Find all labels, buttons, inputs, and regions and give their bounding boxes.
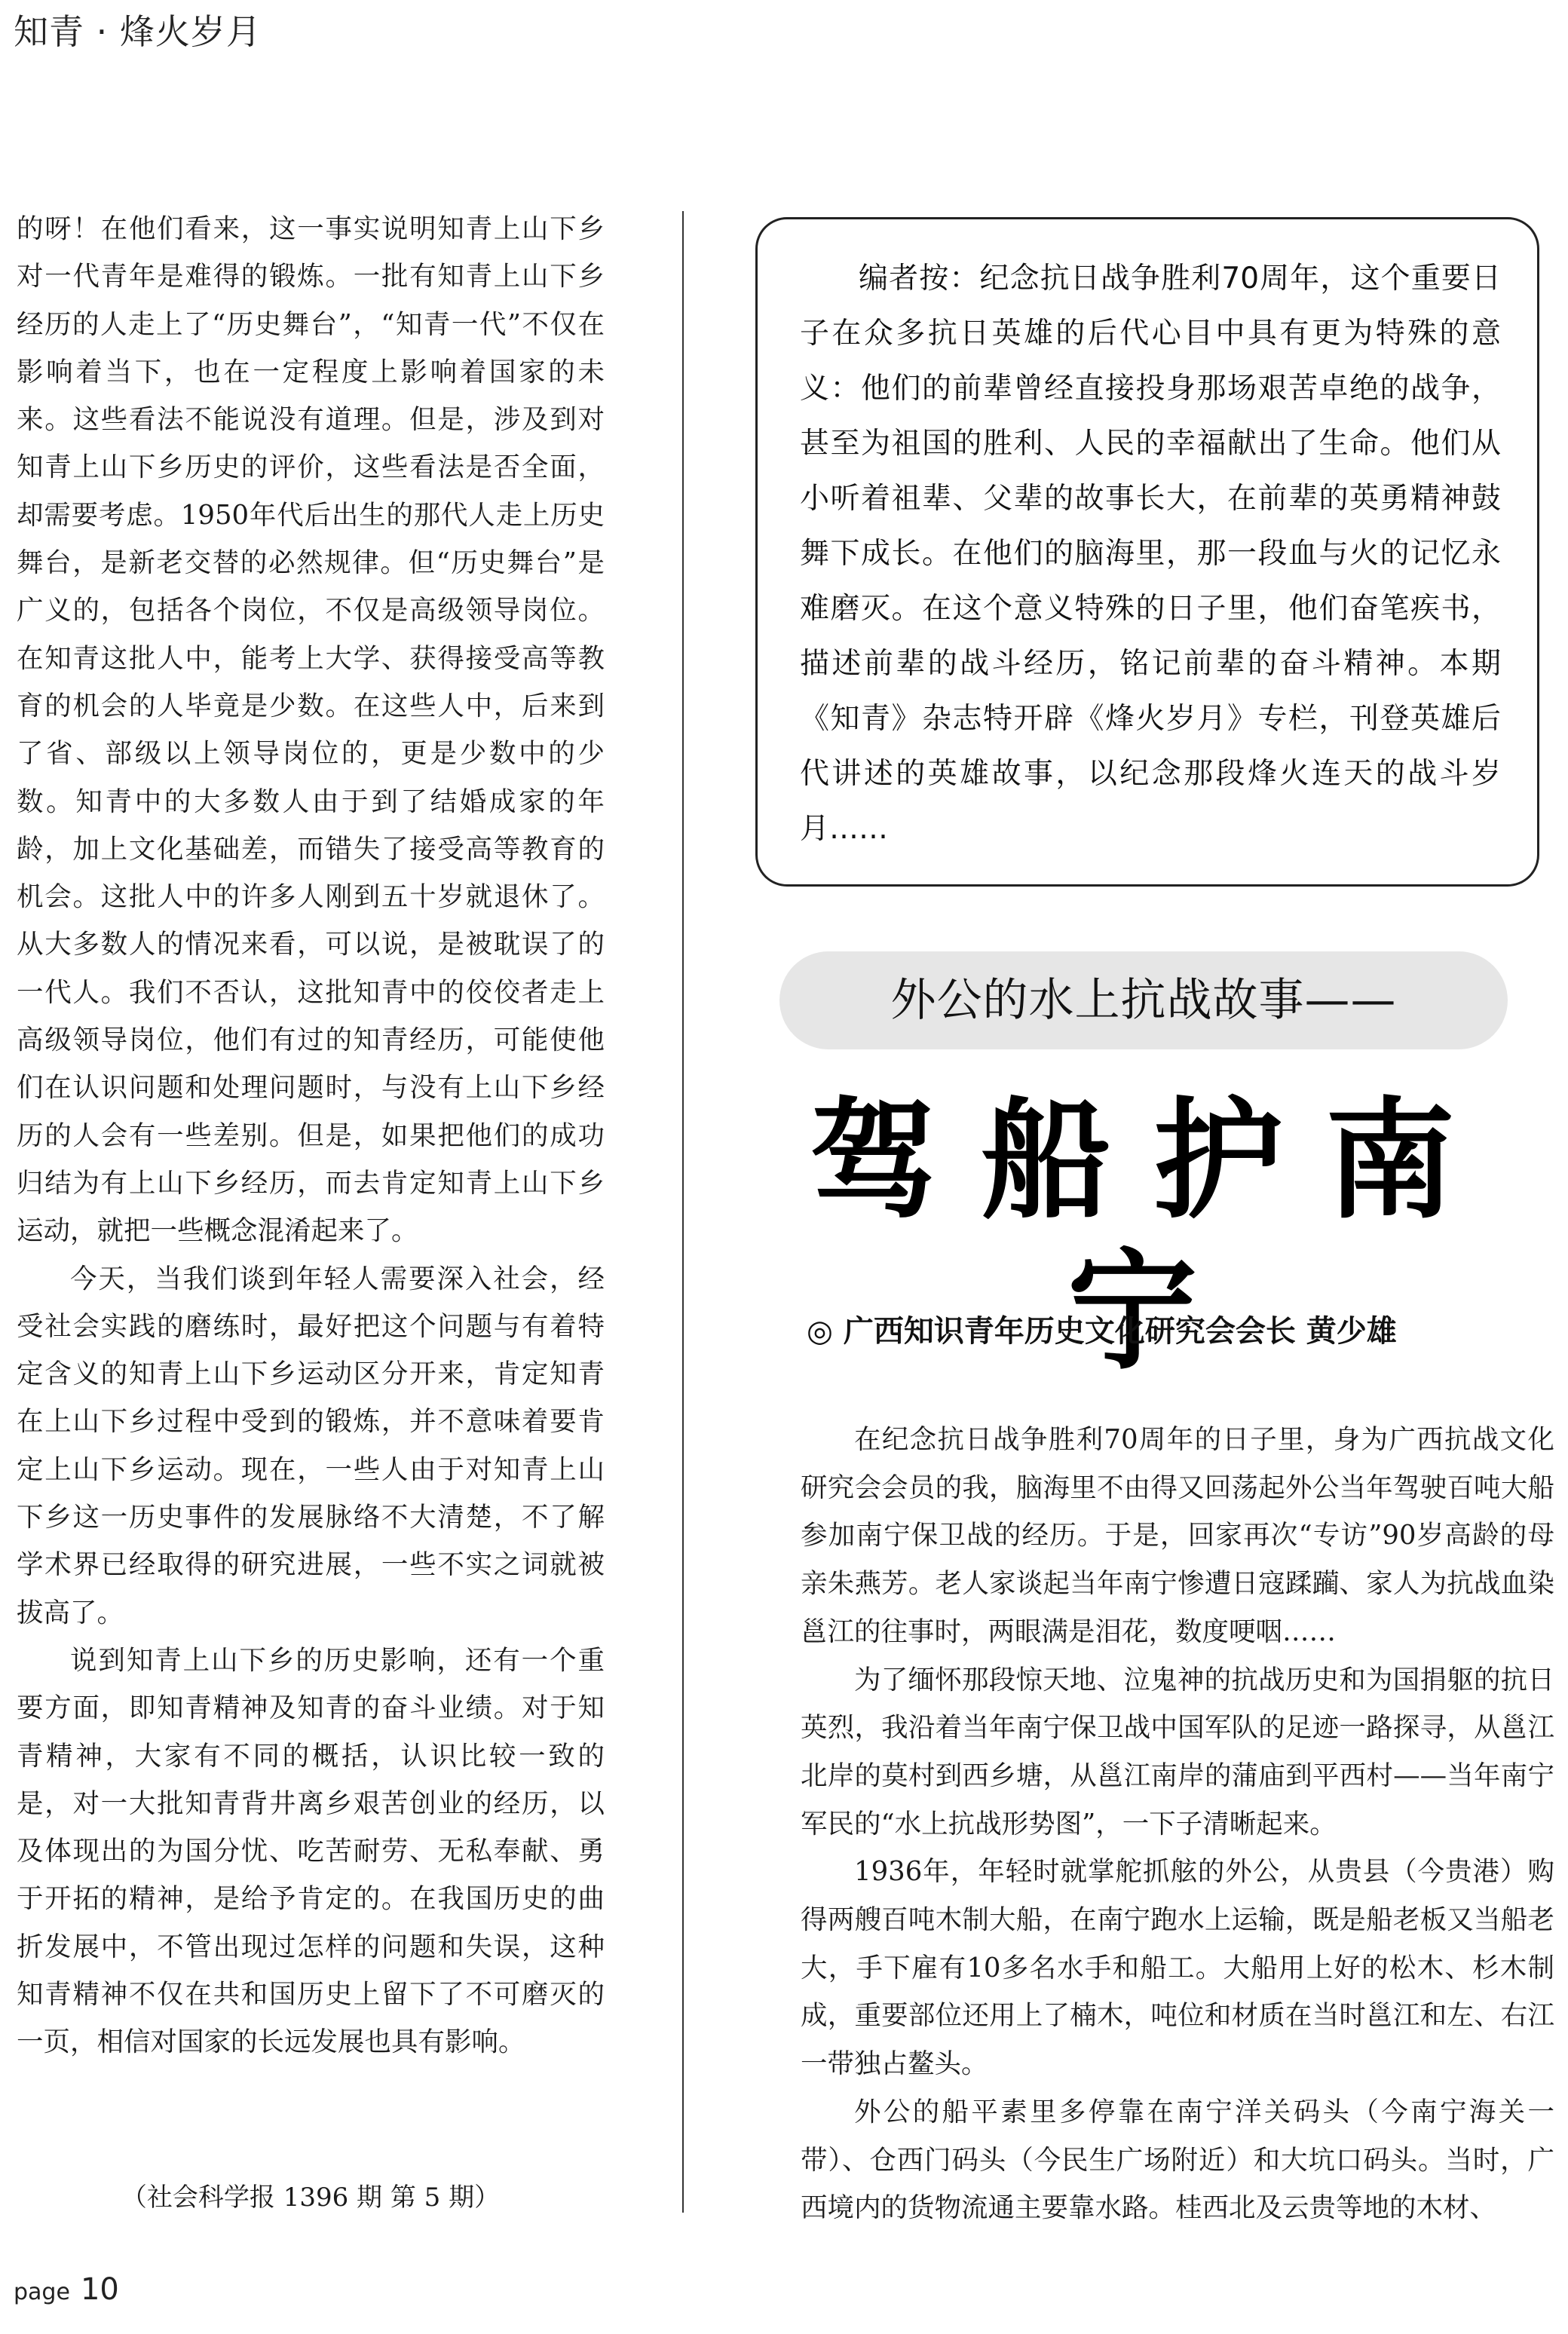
column-divider [682, 211, 684, 2213]
left-paragraph-3: 说到知青上山下乡的历史影响，还有一个重要方面，即知青精神及知青的奋斗业绩。对于知青精神，大家有不同的概括，认识比较一致的是，对一大批知青背井离乡艰苦创业的经历，以及体现出的为国分忧、吃苦耐劳、无私奉献、勇于开拓的精神，是给予肯定的。在我国历史的曲折发展中，不管出现过怎样的问题和失误，这种知青精神不仅在共和国历史上留下了不可磨灭的一页，相信对国家的长远发展也具有影响。 [17, 1644, 605, 2058]
page-label: page [14, 2279, 70, 2305]
citation: （社会科学报 1396 期 第 5 期） [121, 2182, 501, 2213]
article-paragraph-2: 为了缅怀那段惊天地、泣鬼神的抗战历史和为国捐躯的抗日英烈，我沿着当年南宁保卫战中国军队的足迹一路探寻，从邕江北岸的莫村到西乡塘，从邕江南岸的蒲庙到平西村——当年南宁军民的“水上抗战形势图”，一下子清晰起来。 [801, 1664, 1554, 1839]
article-title: 驾船护南宁 [810, 1085, 1497, 1387]
left-paragraph-1: 的呀！在他们看来，这一事实说明知青上山下乡对一代青年是难得的锻炼。一批有知青上山下乡经历的人走上了“历史舞台”，“知青一代”不仅在影响着当下，也在一定程度上影响着国家的未来。这些看法不能说没有道理。但是，涉及到对知青上山下乡历史的评价，这些看法是否全面，却需要考虑。1950年代后出生的那代人走上历史舞台，是新老交替的必然规律。但“历史舞台”是广义的，包括各个岗位，不仅是高级领导岗位。在知青这批人中，能考上大学、获得接受高等教育的机会的人毕竟是少数。在这些人中，后来到了省、部级以上领导岗位的，更是少数中的少数。知青中的大多数人由于到了结婚成家的年龄，加上文化基础差，而错失了接受高等教育的机会。这批人中的许多人刚到五十岁就退休了。从大多数人的情况来看，可以说，是被耽误了的一代人。我们不否认，这批知青中的佼佼者走上高级领导岗位，他们有过的知青经历，可能使他们在认识问题和处理问题时，与没有上山下乡经历的人会有一些差别。但是，如果把他们的成功归结为有上山下乡经历，而去肯定知青上山下乡运动，就把一些概念混淆起来了。 [17, 213, 605, 1247]
article-author: ◎ 广西知识青年历史文化研究会会长 黄少雄 [807, 1314, 1397, 1349]
page-number: 10 [80, 2272, 119, 2307]
article-subtitle: 外公的水上抗战故事—— [890, 974, 1397, 1027]
article-body [801, 1416, 1554, 2232]
article-paragraph-4: 外公的船平素里多停靠在南宁洋关码头（今南宁海关一带）、仓西门码头（今民生广场附近）和大坑口码头。当时，广西境内的货物流通主要靠水路。桂西北及云贵等地的木材、 [801, 2096, 1554, 2224]
running-header: 知青 · 烽火岁月 [14, 11, 262, 52]
article-paragraph-3: 1936年，年轻时就掌舵抓舷的外公，从贵县（今贵港）购得两艘百吨木制大船，在南宁跑水上运输，既是船老板又当船老大，手下雇有10多名水手和船工。大船用上好的松木、杉木制成，重要部位还用上了楠木，吨位和材质在当时邕江和左、右江一带独占鳌头。 [801, 1856, 1554, 2080]
article-paragraph-1: 在纪念抗日战争胜利70周年的日子里，身为广西抗战文化研究会会员的我，脑海里不由得又回荡起外公当年驾驶百吨大船参加南宁保卫战的经历。于是，回家再次“专访”90岁高龄的母亲朱燕芳。老人家谈起当年南宁惨遭日寇蹂躏、家人为抗战血染邕江的往事时，两眼满是泪花，数度哽咽…… [801, 1424, 1554, 1647]
editor-note-box [755, 217, 1539, 887]
left-column-text [17, 205, 605, 2066]
left-paragraph-2: 今天，当我们谈到年轻人需要深入社会，经受社会实践的磨练时，最好把这个问题与有着特定含义的知青上山下乡运动区分开来，肯定知青在上山下乡过程中受到的锻炼，并不意味着要肯定上山下乡运动。现在，一些人由于对知青上山下乡这一历史事件的发展脉络不大清楚，不了解学术界已经取得的研究进展，一些不实之词就被拔高了。 [17, 1263, 605, 1628]
editor-note-text: 编者按：纪念抗日战争胜利70周年，这个重要日子在众多抗日英雄的后代心目中具有更为特殊的意义：他们的前辈曾经直接投身那场艰苦卓绝的战争，甚至为祖国的胜利、人民的幸福献出了生命。他们从小听着祖辈、父辈的故事长大，在前辈的英勇精神鼓舞下成长。在他们的脑海里，那一段血与火的记忆永难磨灭。在这个意义特殊的日子里，他们奋笔疾书，描述前辈的战斗经历，铭记前辈的奋斗精神。本期《知青》杂志特开辟《烽火岁月》专栏，刊登英雄后代讲述的英雄故事，以纪念那段烽火连天的战斗岁月…… [800, 262, 1501, 846]
page-footer [14, 2272, 119, 2307]
